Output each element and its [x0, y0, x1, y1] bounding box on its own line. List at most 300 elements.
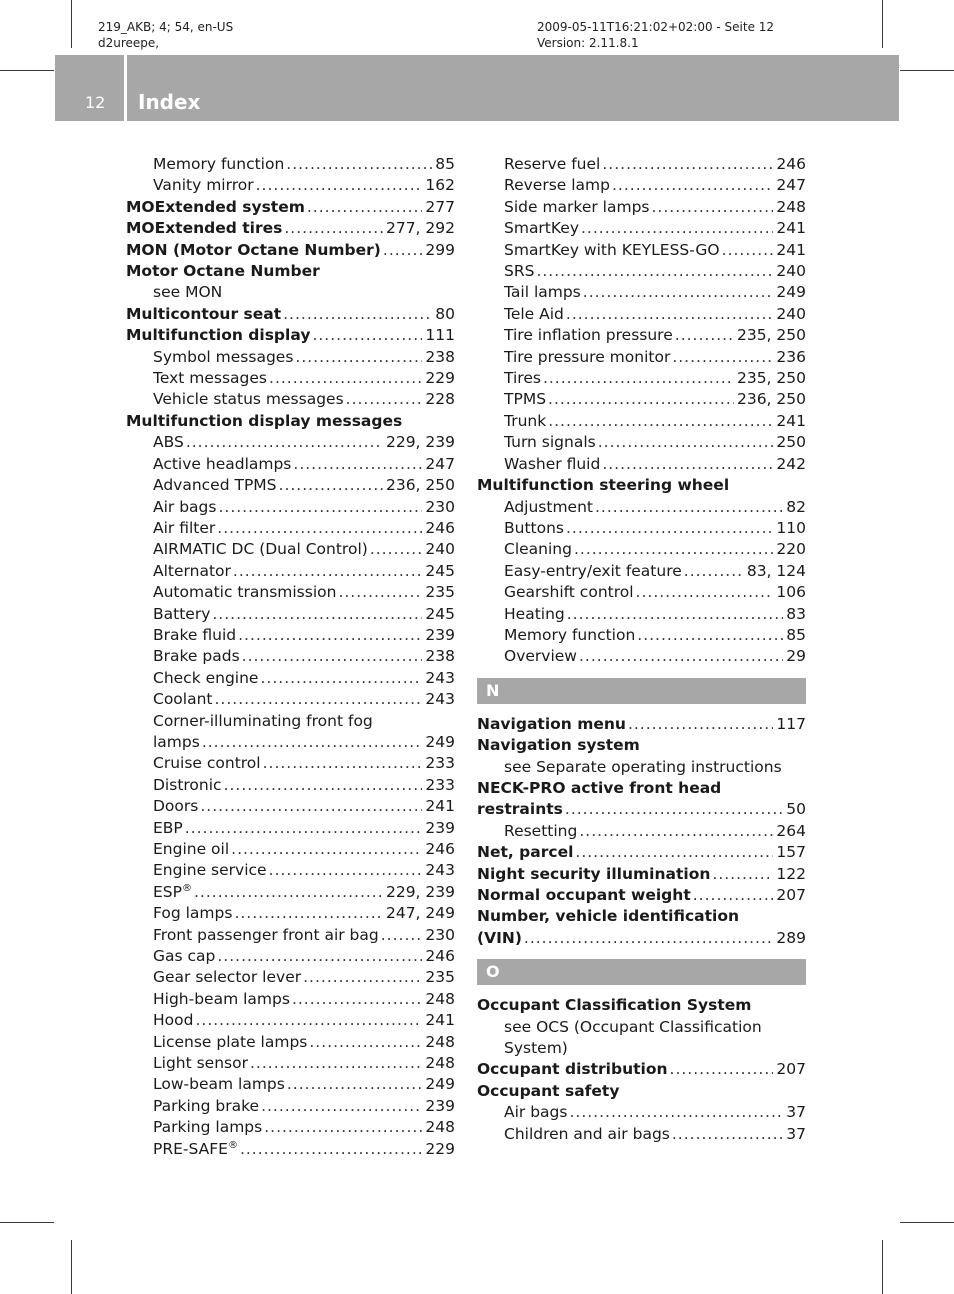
page-reference[interactable]: 240: [425, 540, 455, 559]
crop-mark: [0, 1222, 54, 1223]
entry-term: Side marker lamps: [504, 197, 650, 216]
dot-leader: [583, 282, 774, 303]
page-reference[interactable]: 82: [786, 497, 806, 516]
dot-leader: [186, 432, 383, 453]
dot-leader: [287, 1074, 423, 1095]
dot-leader: [217, 946, 422, 967]
page-reference[interactable]: 239: [425, 1096, 455, 1115]
dot-leader: [602, 454, 773, 475]
index-subentry: [126, 432, 455, 453]
entry-term: Memory function: [504, 625, 636, 644]
index-entry: [477, 799, 806, 820]
entry-term: Multicontour seat: [126, 304, 282, 323]
index-entry: [477, 475, 806, 496]
dot-leader: [217, 518, 422, 539]
page-reference[interactable]: 241: [425, 1011, 455, 1030]
page-reference[interactable]: 277, 292: [385, 219, 455, 238]
meta-right-line1: 2009-05-11T16:21:02+02:00 - Seite 12: [537, 20, 775, 34]
page-reference[interactable]: 299: [425, 240, 455, 259]
index-entry: [477, 735, 806, 756]
dot-leader: [670, 1059, 774, 1080]
page-reference[interactable]: 157: [776, 843, 806, 862]
entry-term: TPMS: [504, 390, 547, 409]
dot-leader: [569, 1102, 783, 1123]
entry-term: Active headlamps: [153, 454, 292, 473]
dot-leader: [722, 240, 774, 261]
dot-leader: [652, 197, 774, 218]
index-subentry: [477, 1038, 806, 1059]
dot-leader: [565, 799, 783, 820]
index-subentry: [126, 1096, 455, 1117]
entry-term: Tire inflation pressure: [504, 326, 673, 345]
entry-term: Navigation system: [477, 736, 640, 755]
page-reference[interactable]: 233: [425, 775, 455, 794]
entry-term: MON (Motor Octane Number): [126, 240, 381, 259]
entry-term: Tire pressure monitor: [504, 347, 671, 366]
page-reference[interactable]: 249: [425, 1075, 455, 1094]
dot-leader: [566, 304, 774, 325]
page-reference[interactable]: 241: [776, 411, 806, 430]
index-subentry: [477, 389, 806, 410]
index-subentry: [477, 582, 806, 603]
entry-term: lamps: [153, 732, 200, 751]
entry-term: Occupant distribution: [477, 1060, 668, 1079]
dot-leader: [256, 175, 423, 196]
page-reference[interactable]: 248: [425, 1118, 455, 1137]
dot-leader: [194, 882, 383, 903]
dot-leader: [263, 753, 423, 774]
page-reference[interactable]: 29: [786, 647, 806, 666]
page-reference[interactable]: 248: [425, 1054, 455, 1073]
entry-term: Vanity mirror: [153, 176, 254, 195]
entry-term: System): [504, 1039, 568, 1058]
index-subentry: [126, 732, 455, 753]
index-entry: [477, 842, 806, 863]
index-subentry: [126, 368, 455, 389]
page-reference[interactable]: 246: [425, 518, 455, 537]
page-reference[interactable]: 246: [425, 840, 455, 858]
page-reference[interactable]: 241: [776, 219, 806, 238]
entry-term: Washer fluid: [504, 454, 601, 473]
index-subentry: [126, 1032, 455, 1053]
print-meta-right: [537, 19, 774, 51]
entry-term: Tail lamps: [504, 283, 581, 302]
index-subentry: [477, 604, 806, 625]
entry-term: Gas cap: [153, 947, 216, 966]
index-subentry: [126, 775, 455, 796]
entry-term: NECK-PRO active front head: [477, 778, 722, 797]
dot-leader: [212, 604, 422, 625]
dot-leader: [370, 539, 423, 560]
page-reference[interactable]: 230: [425, 497, 455, 516]
page-reference[interactable]: 230: [425, 925, 455, 944]
meta-right-line2: Version: 2.11.8.1: [537, 36, 639, 50]
entry-term: Multifunction steering wheel: [477, 476, 730, 495]
entry-term: see Separate operating instructions: [504, 757, 782, 776]
index-subentry: [126, 454, 455, 475]
page-reference[interactable]: 239: [425, 625, 455, 644]
dot-leader: [286, 154, 432, 175]
page-reference[interactable]: 229: [425, 1139, 455, 1158]
page-reference[interactable]: 229: [425, 369, 455, 388]
index-subentry: [126, 475, 455, 496]
page-reference[interactable]: 248: [425, 989, 455, 1008]
index-subentry: [477, 411, 806, 432]
page-reference[interactable]: 264: [776, 821, 806, 840]
index-entry: [126, 304, 455, 325]
page-reference[interactable]: 241: [425, 797, 455, 816]
page-reference[interactable]: 228: [425, 390, 455, 409]
entry-term: MOExtended tires: [126, 219, 283, 238]
entry-term: ESP®: [153, 882, 192, 901]
entry-term: Motor Octane Number: [126, 262, 320, 281]
dot-leader: [279, 475, 383, 496]
dot-leader: [346, 389, 423, 410]
dot-leader: [598, 432, 774, 453]
dot-leader: [595, 497, 783, 518]
entry-term: Net, parcel: [477, 843, 574, 862]
dot-leader: [612, 175, 773, 196]
page-reference[interactable]: 248: [776, 197, 806, 216]
dot-leader: [574, 539, 773, 560]
entry-term: Low-beam lamps: [153, 1075, 285, 1094]
entry-term: Parking brake: [153, 1096, 260, 1115]
index-subentry: [477, 821, 806, 842]
dot-leader: [579, 821, 773, 842]
index-subentry: [126, 1139, 455, 1160]
page-reference[interactable]: 117: [776, 714, 806, 733]
page-reference[interactable]: 85: [786, 625, 806, 644]
page-reference[interactable]: 242: [776, 454, 806, 473]
page-reference[interactable]: 243: [425, 668, 455, 687]
index-subentry: [126, 347, 455, 368]
page-reference[interactable]: 243: [425, 690, 455, 709]
entry-term: MOExtended system: [126, 197, 305, 216]
dot-leader: [234, 903, 383, 924]
index-entry: [477, 906, 806, 927]
entry-term: Number, vehicle identification: [477, 907, 740, 926]
page-reference[interactable]: 37: [786, 1124, 806, 1143]
dot-leader: [548, 389, 734, 410]
index-subentry: [126, 1010, 455, 1031]
index-entry: [477, 864, 806, 885]
page-reference[interactable]: 245: [425, 561, 455, 580]
entry-term: High-beam lamps: [153, 989, 290, 1008]
entry-term: Parking lamps: [153, 1118, 263, 1137]
crop-mark: [71, 1240, 72, 1294]
entry-term: PRE-SAFE®: [153, 1139, 238, 1158]
entry-term: Resetting: [504, 821, 578, 840]
page-reference[interactable]: 247: [425, 454, 455, 473]
entry-term: ABS: [153, 433, 184, 452]
entry-term: Battery: [153, 604, 211, 623]
page-reference[interactable]: 235: [425, 968, 455, 987]
entry-term: Fog lamps: [153, 904, 233, 923]
index-subentry: [126, 1053, 455, 1074]
dot-leader: [303, 967, 422, 988]
entry-term: Buttons: [504, 518, 564, 537]
index-subentry: [126, 796, 455, 817]
entry-term: Easy-entry/exit feature: [504, 561, 682, 580]
page-reference[interactable]: 250: [776, 433, 806, 452]
page-reference[interactable]: 111: [425, 326, 455, 345]
index-subentry: [477, 432, 806, 453]
entry-term: Reserve fuel: [504, 155, 601, 173]
page-reference[interactable]: 50: [786, 800, 806, 819]
dot-leader: [581, 218, 773, 239]
entry-term: Navigation menu: [477, 714, 626, 733]
index-subentry: [477, 218, 806, 239]
index-subentry: [477, 197, 806, 218]
entry-term: EBP: [153, 818, 183, 837]
index-entry: [477, 885, 806, 906]
page-reference[interactable]: 249: [776, 283, 806, 302]
entry-term: Automatic transmission: [153, 583, 337, 602]
dot-leader: [312, 325, 422, 346]
page-reference[interactable]: 277: [425, 197, 455, 216]
index-letter-heading: N: [477, 678, 806, 704]
dot-leader: [284, 218, 383, 239]
entry-term: Tele Aid: [504, 304, 564, 323]
entry-term: SmartKey: [504, 219, 579, 238]
index-subentry: [477, 240, 806, 261]
entry-term: Overview: [504, 647, 577, 666]
entry-term: Air filter: [153, 518, 216, 537]
dot-leader: [602, 154, 773, 175]
dot-leader: [524, 928, 774, 949]
index-subentry: [477, 1017, 806, 1038]
index-entry: [477, 778, 806, 799]
dot-leader: [672, 1124, 783, 1145]
index-subentry: [126, 989, 455, 1010]
entry-term: Gear selector lever: [153, 968, 302, 987]
page-reference[interactable]: 235: [425, 583, 455, 602]
page-reference[interactable]: 37: [786, 1103, 806, 1122]
page-reference[interactable]: 106: [776, 583, 806, 602]
page-reference[interactable]: 238: [425, 347, 455, 366]
index-subentry: [126, 175, 455, 196]
index-subentry: [126, 1117, 455, 1138]
dot-leader: [295, 347, 422, 368]
dot-leader: [693, 885, 774, 906]
index-subentry: [126, 1074, 455, 1095]
index-entry: [126, 411, 455, 432]
index-subentry: [126, 668, 455, 689]
header-divider: [124, 55, 127, 121]
index-subentry: [126, 582, 455, 603]
index-column-left: [126, 154, 455, 1160]
entry-term: Front passenger front air bag: [153, 925, 379, 944]
dot-leader: [684, 561, 744, 582]
dot-leader: [307, 197, 423, 218]
page-reference[interactable]: 110: [776, 518, 806, 537]
page-reference[interactable]: 220: [776, 540, 806, 559]
index-subentry: [477, 646, 806, 667]
page-reference[interactable]: 83, 124: [746, 561, 806, 580]
entry-term: Brake fluid: [153, 625, 237, 644]
page-reference[interactable]: 233: [425, 754, 455, 773]
index-subentry: [477, 304, 806, 325]
index-entry: [126, 218, 455, 239]
entry-term: License plate lamps: [153, 1032, 308, 1051]
page-reference[interactable]: 236: [776, 347, 806, 366]
dot-leader: [218, 497, 422, 518]
dot-leader: [566, 518, 773, 539]
index-subentry: [126, 946, 455, 967]
page-reference[interactable]: 245: [425, 604, 455, 623]
page-reference[interactable]: 235, 250: [736, 369, 806, 388]
entry-term: Corner-illuminating front fog: [153, 711, 373, 730]
index-subentry: [477, 561, 806, 582]
page-reference[interactable]: 247: [776, 176, 806, 195]
dot-leader: [292, 989, 422, 1010]
page-reference[interactable]: 236, 250: [385, 476, 455, 495]
page-reference[interactable]: 240: [776, 304, 806, 323]
entry-term: Occupant Classification System: [477, 996, 752, 1015]
entry-term: Symbol messages: [153, 347, 294, 366]
index-subentry: [477, 454, 806, 475]
dot-leader: [260, 668, 422, 689]
entry-term: (VIN): [477, 928, 522, 947]
dot-leader: [637, 625, 783, 646]
dot-leader: [195, 1010, 422, 1031]
page-reference[interactable]: 243: [425, 861, 455, 880]
page-reference[interactable]: 241: [776, 240, 806, 259]
page-reference[interactable]: 239: [425, 818, 455, 837]
entry-term: Coolant: [153, 690, 213, 709]
page-reference[interactable]: 236, 250: [736, 390, 806, 409]
index-subentry: [477, 1124, 806, 1145]
dot-leader: [543, 368, 734, 389]
entry-term: Engine oil: [153, 840, 230, 858]
entry-term: Distronic: [153, 775, 222, 794]
dot-leader: [338, 582, 422, 603]
page-reference[interactable]: 83: [786, 604, 806, 623]
dot-leader: [202, 732, 423, 753]
index-subentry: [126, 882, 455, 903]
page-reference[interactable]: 247, 249: [385, 904, 455, 923]
entry-term: Heating: [504, 604, 565, 623]
page-reference[interactable]: 80: [435, 304, 455, 323]
index-subentry: [126, 903, 455, 924]
entry-term: see MON: [153, 283, 223, 302]
page-title: Index: [138, 90, 201, 114]
index-subentry: [126, 497, 455, 518]
dot-leader: [242, 646, 423, 667]
dot-leader: [575, 842, 773, 863]
index-subentry: [477, 757, 806, 778]
dot-leader: [200, 796, 422, 817]
entry-term: Occupant safety: [477, 1081, 620, 1100]
print-meta-left: [98, 19, 233, 51]
page-reference[interactable]: 207: [776, 1060, 806, 1079]
entry-term: Tires: [504, 369, 541, 388]
dot-leader: [261, 1096, 422, 1117]
entry-term: Night security illumination: [477, 864, 711, 883]
page-reference[interactable]: 248: [425, 1032, 455, 1051]
index-subentry: [126, 753, 455, 774]
header-bar: [55, 55, 899, 121]
entry-term: SmartKey with KEYLESS-GO: [504, 240, 720, 259]
page-reference[interactable]: 240: [776, 262, 806, 281]
entry-term: Air bags: [153, 497, 217, 516]
page-reference[interactable]: 238: [425, 647, 455, 666]
registered-mark: ®: [181, 882, 192, 894]
dot-leader: [269, 368, 422, 389]
dot-leader: [636, 582, 774, 603]
index-subentry: [126, 604, 455, 625]
index-entry: [477, 1059, 806, 1080]
index-letter-heading: O: [477, 959, 806, 985]
index-subentry: [126, 818, 455, 839]
index-subentry: [126, 282, 455, 303]
entry-term: Doors: [153, 797, 199, 816]
dot-leader: [309, 1032, 422, 1053]
dot-leader: [269, 860, 423, 881]
page-reference[interactable]: 249: [425, 732, 455, 751]
page-reference[interactable]: 229, 239: [385, 882, 455, 901]
crop-mark: [882, 1240, 883, 1294]
entry-term: restraints: [477, 800, 563, 819]
entry-term: Trunk: [504, 411, 547, 430]
index-subentry: [477, 539, 806, 560]
entry-term: Alternator: [153, 561, 231, 580]
index-subentry: [126, 539, 455, 560]
index-entry: [126, 240, 455, 261]
dot-leader: [233, 561, 423, 582]
page-reference[interactable]: 229, 239: [385, 433, 455, 452]
meta-left-line1: 219_AKB; 4; 54, en-US: [98, 20, 234, 34]
page-reference[interactable]: 162: [425, 176, 455, 195]
dot-leader: [215, 689, 423, 710]
page-reference[interactable]: 235, 250: [736, 326, 806, 345]
index-entry: [477, 1081, 806, 1102]
entry-term: Hood: [153, 1011, 194, 1030]
index-subentry: [126, 625, 455, 646]
entry-term: Turn signals: [504, 433, 596, 452]
entry-term: Multifunction display messages: [126, 411, 403, 430]
page-reference[interactable]: 246: [776, 155, 806, 173]
page-reference[interactable]: 122: [776, 864, 806, 883]
dot-leader: [579, 646, 783, 667]
index-entry: [126, 325, 455, 346]
entry-term: Memory function: [153, 155, 285, 173]
entry-term: Check engine: [153, 668, 259, 687]
dot-leader: [264, 1117, 422, 1138]
index-subentry: [126, 839, 455, 860]
entry-term: Normal occupant weight: [477, 886, 691, 904]
entry-term: Brake pads: [153, 647, 240, 666]
entry-term: AIRMATIC DC (Dual Control): [153, 540, 368, 559]
page-reference[interactable]: 289: [776, 928, 806, 947]
entry-term: Gearshift control: [504, 583, 634, 602]
crop-mark: [900, 70, 954, 71]
page-reference[interactable]: 85: [435, 155, 455, 173]
page-reference[interactable]: 246: [425, 947, 455, 966]
entry-term: Vehicle status messages: [153, 390, 344, 409]
dot-leader: [675, 325, 734, 346]
entry-term: Advanced TPMS: [153, 476, 277, 495]
index-subentry: [126, 389, 455, 410]
index-subentry: [477, 154, 806, 175]
entry-term: Text messages: [153, 369, 268, 388]
index-subentry: [477, 175, 806, 196]
page-reference[interactable]: 207: [776, 886, 806, 904]
index-subentry: [126, 711, 455, 732]
dot-leader: [536, 261, 773, 282]
index-entry: [477, 714, 806, 735]
entry-term: Cleaning: [504, 540, 572, 559]
